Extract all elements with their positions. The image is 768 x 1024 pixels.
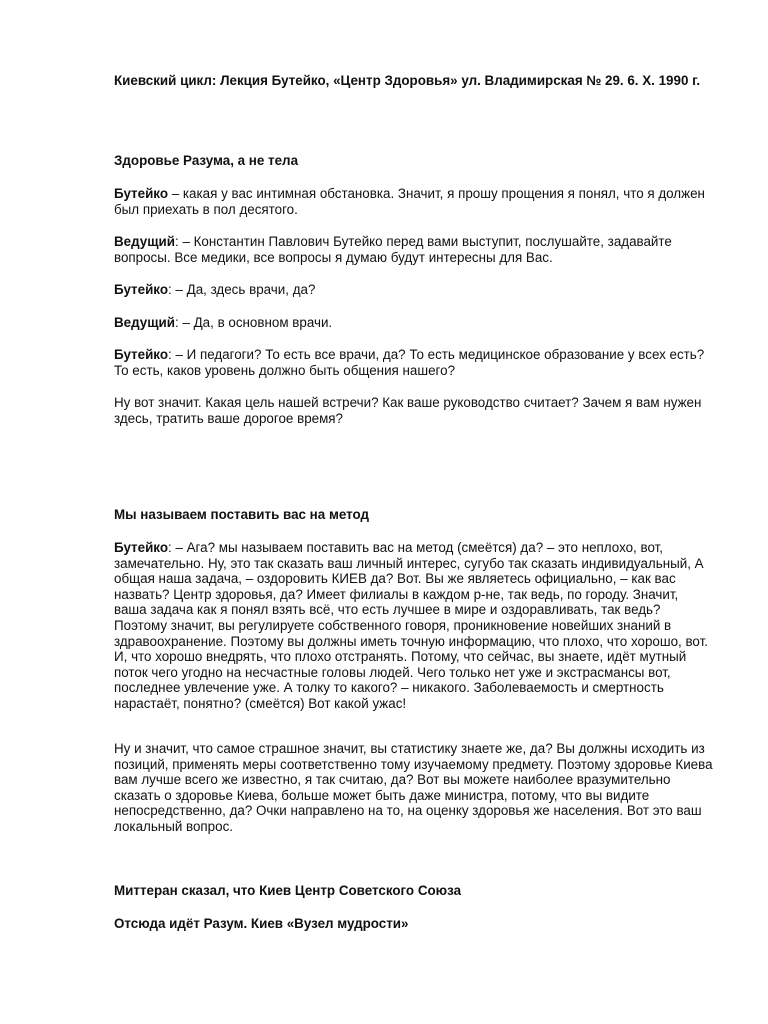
speaker-name: Бутейко xyxy=(114,282,169,297)
paragraph xyxy=(114,741,714,835)
speech-text: : – Константин Павлович Бутейко перед вами выступит, послушайте, задавайте вопросы. Все медики, все вопросы я думаю будут интересны для Вас. xyxy=(114,234,672,265)
speech-text: : – Да, здесь врачи, да? xyxy=(168,282,316,297)
paragraph xyxy=(114,315,714,331)
speech-text: – какая у вас интимная обстановка. Значит, я прошу прощения я понял, что я должен был приехать в пол десятого. xyxy=(114,186,705,217)
paragraph xyxy=(114,234,714,265)
paragraph xyxy=(114,540,714,712)
section-heading-mitterrand: Миттеран сказал, что Киев Центр Советского Союза xyxy=(114,883,462,898)
speaker-name: Ведущий xyxy=(114,315,175,330)
speaker-name: Бутейко xyxy=(114,186,169,201)
speaker-name: Ведущий xyxy=(114,234,175,249)
speaker-name: Бутейко xyxy=(114,540,169,555)
speaker-name: Бутейко xyxy=(114,347,169,362)
paragraph xyxy=(114,395,714,426)
section-heading-method: Мы называем поставить вас на метод xyxy=(114,507,370,522)
speech-text: : – Да, в основном врачи. xyxy=(175,315,333,330)
document-title: Киевский цикл: Лекция Бутейко, «Центр Здоровья» ул. Владимирская № 29. 6. Х. 1990 г. xyxy=(114,73,701,88)
paragraph xyxy=(114,186,714,217)
speech-text: Ну и значит, что самое страшное значит, вы статистику знаете же, да? Вы должны исходить из позиций, применять меры соответственно тому изучаемому предмету. Поэтому здоровье Киева вам лучше всего же известно, я так считаю, да? Вот вы можете наиболее вразумительно сказать о здоровье Киева, больше может быть даже министра, потому, что вы видите непосредственно, да? Очки направлено на то, на оценку здоровья же населения. Вот это ваш локальный вопрос. xyxy=(114,741,713,834)
speech-text: : – Ага? мы называем поставить вас на метод (смеётся) да? – это неплохо, вот, замечательно. Ну, это так сказать ваш личный интерес, сугубо так сказать индивидуальный, А общая наша задача, – оздоровить КИЕВ да? Вот. Вы же являетесь официально, – как вас назвать? Центр здоровья, да? Имеет филиалы в каждом р-не, так ведь, по городу. Значит, ваша задача как я понял взять всё, что есть лучшее в мире и оздоравливать, так ведь? Поэтому значит, вы регулируете собственного говоря, проникновение новейших знаний в здравоохранение. Поэтому вы должны иметь точную информацию, что плохо, что хорошо, вот. И, что хорошо внедрять, что плохо отстранять. Потому, что сейчас, вы знаете, идёт мутный поток чего угодно на несчастные головы людей. Чего только нет уже и экстрасмансы вот, последнее увлечение уже. А толку то какого? – никакого. Заболеваемость и смертность нарастаёт, понятно? (смеётся) Вот какой ужас! xyxy=(114,540,708,711)
section-heading-kiev-wisdom: Отсюда идёт Разум. Киев «Вузел мудрости» xyxy=(114,916,409,931)
section-heading-health-of-mind: Здоровье Разума, а не тела xyxy=(114,153,299,168)
speech-text: Ну вот значит. Какая цель нашей встречи? Как ваше руководство считает? Зачем я вам нужен здесь, тратить ваше дорогое время? xyxy=(114,395,702,426)
paragraph xyxy=(114,347,714,378)
paragraph xyxy=(114,282,714,298)
speech-text: : – И педагоги? То есть все врачи, да? То есть медицинское образование у всех есть? То есть, каков уровень должно быть общения нашего? xyxy=(114,347,705,378)
